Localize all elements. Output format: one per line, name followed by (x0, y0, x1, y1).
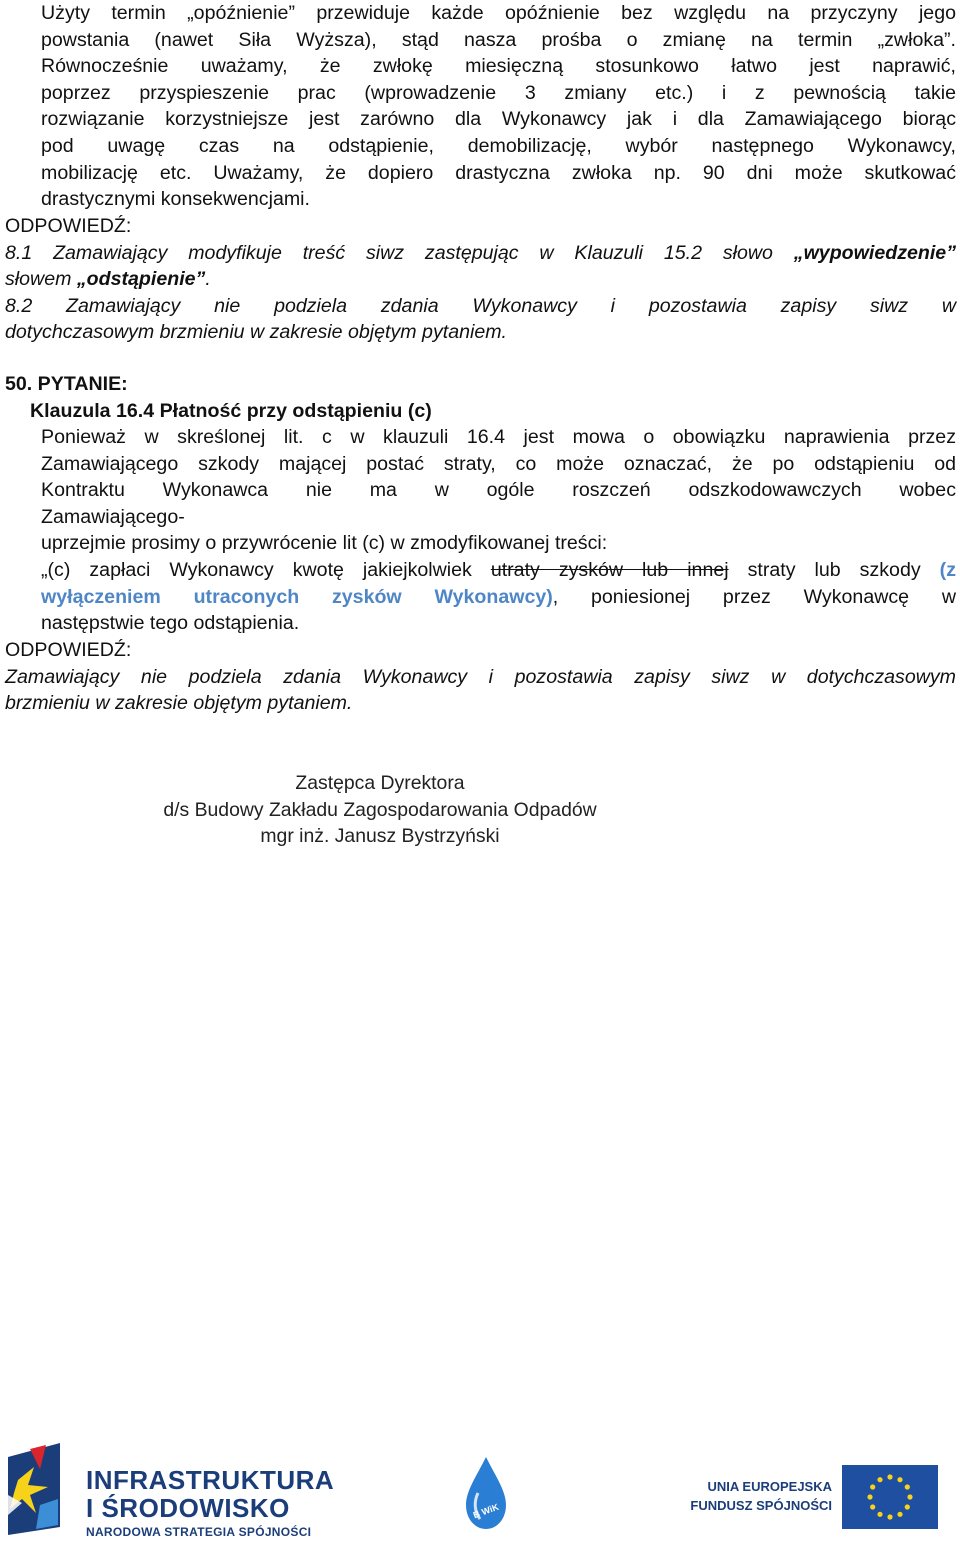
paragraph-line: drastycznymi konsekwencjami. (41, 188, 310, 211)
eu-star (887, 1474, 892, 1479)
quote-text: , poniesionej przez Wykonawcę w (552, 585, 956, 608)
answer-text: Zamawiający nie podziela zdania Wykonawcy i pozostawia zapisy siwz w dotychczasowym (5, 665, 956, 688)
quote-text: straty lub szkody (728, 558, 940, 581)
infrastruktura-logo-text (86, 1466, 334, 1522)
inserted-text: (z (939, 558, 956, 581)
signature-title: Zastępca Dyrektora (295, 772, 465, 794)
question-50-body (41, 424, 956, 637)
answer-section-1 (5, 213, 956, 346)
answer-label: ODPOWIEDŹ: (5, 639, 132, 661)
answer-label: ODPOWIEDŹ: (5, 215, 132, 237)
quoted-clause-line (41, 557, 956, 584)
logo-line: INFRASTRUKTURA (86, 1465, 335, 1495)
eu-star (905, 1484, 910, 1489)
answer-text: słowem (5, 268, 77, 291)
eu-star (867, 1494, 872, 1499)
infrastruktura-flag-icon (8, 1443, 60, 1535)
quoted-word: „wypowiedzenie” (793, 241, 956, 264)
answer-item-8-2: 8.2 Zamawiający nie podziela zdania Wykonawcy i pozostawia zapisy siwz w (5, 294, 956, 317)
paragraph-line: powstania (nawet Siła Wyższa), stąd nasza prośba o zmianę na termin „zwłoka”. (41, 28, 956, 51)
answer-section-2 (5, 637, 956, 717)
signature-name: mgr inż. Janusz Bystrzyński (260, 825, 500, 847)
answer-item-8-2-cont: dotychczasowym brzmieniu w zakresie objętym pytaniem. (5, 321, 508, 344)
eu-line: UNIA EUROPEJSKA (707, 1479, 832, 1494)
paragraph-line: mobilizację etc. Uważamy, że dopiero drastyczna zwłoka np. 90 dni może skutkować (41, 161, 956, 184)
question-line: Zamawiającego szkody mającej postać straty, co może oznaczać, że po odstąpieniu od (41, 452, 956, 475)
question-line: Zamawiającego- (41, 505, 185, 528)
question-label: 50. PYTANIE: (5, 373, 128, 395)
quoted-clause-line: następstwie tego odstąpienia. (41, 612, 300, 635)
paragraph-line: poprzez przyspieszenie prac (wprowadzenie 3 zmiany etc.) i z pewnością takie (41, 81, 956, 104)
eu-star (897, 1477, 902, 1482)
paragraph-line: pod uwagę czas na odstąpienie, demobilizację, wybór następnego Wykonawcy, (41, 134, 956, 157)
question-line: Kontraktu Wykonawca nie ma w ogóle roszczeń odszkodowawczych wobec (41, 479, 956, 502)
eu-star (897, 1512, 902, 1517)
drop-logo-label: B WiK (471, 1501, 501, 1521)
eu-star (877, 1477, 882, 1482)
paragraph-line: Równocześnie uważamy, że zwłokę miesięczną stosunkowo łatwo jest naprawić, (41, 55, 956, 78)
question-line: uprzejmie prosimy o przywrócenie lit (c) w zmodyfikowanej treści: (41, 532, 608, 555)
intro-paragraph (41, 0, 956, 213)
paragraph-line: rozwiązanie korzystniejsze jest zarówno dla Wykonawcy jak i dla Zamawiającego biorąc (41, 108, 956, 131)
eu-star (877, 1512, 882, 1517)
eu-star (870, 1484, 875, 1489)
clause-title-block (30, 398, 950, 425)
question-line: Ponieważ w skreślonej lit. c w klauzuli 16.4 jest mowa o obowiązku naprawienia przez (41, 426, 956, 448)
logo-line: I ŚRODOWISKO (86, 1493, 290, 1523)
answer-text: . (205, 268, 211, 291)
eu-logo-text (684, 1477, 832, 1515)
clause-title: Klauzula 16.4 Płatność przy odstąpieniu (c) (30, 400, 432, 422)
eu-star (870, 1504, 875, 1509)
struck-text: utraty zysków lub innej (490, 558, 729, 581)
question-50-label-block (5, 371, 956, 398)
eu-star (905, 1504, 910, 1509)
paragraph-line: Użyty termin „opóźnienie” przewiduje każde opóźnienie bez względu na przyczyny jego (41, 2, 956, 24)
answer-text: 8.1 Zamawiający modyfikuje treść siwz zastępując w Klauzuli 15.2 słowo (5, 241, 773, 264)
quoted-word: „odstąpienie” (76, 268, 206, 291)
answer-item-8-1 (5, 240, 956, 267)
quote-text: „(c) zapłaci Wykonawcy kwotę jakiejkolwiek (41, 558, 491, 581)
infrastruktura-logo-subtitle: NARODOWA STRATEGIA SPÓJNOŚCI (86, 1525, 312, 1539)
eu-star (887, 1514, 892, 1519)
inserted-text: wyłączeniem utraconych zysków Wykonawcy) (41, 585, 553, 608)
eu-line: FUNDUSZ SPÓJNOŚCI (690, 1498, 832, 1513)
quoted-clause-line (41, 584, 956, 611)
answer-text: brzmieniu w zakresie objętym pytaniem. (5, 692, 353, 715)
answer-item-8-1-cont (5, 266, 956, 293)
signature-department: d/s Budowy Zakładu Zagospodarowania Odpadów (163, 799, 597, 821)
eu-star (907, 1494, 912, 1499)
